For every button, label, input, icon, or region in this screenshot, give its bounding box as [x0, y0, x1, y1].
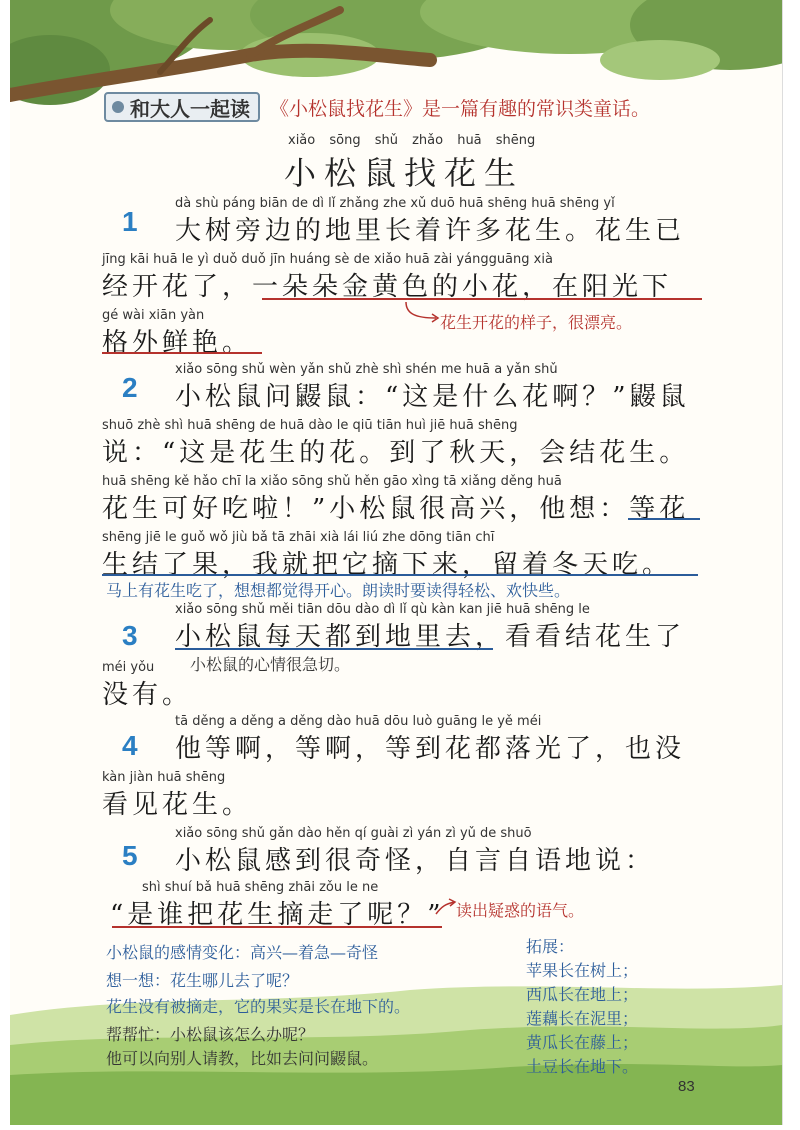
- extension-item: 黄瓜长在藤上；: [526, 1033, 639, 1052]
- think-question: 想一想：花生哪儿去了呢？: [106, 971, 299, 990]
- text-line: 生结了果，我就把它摘下来，留着冬天吃。: [102, 550, 673, 580]
- extension-item: 莲藕长在泥里；: [526, 1009, 639, 1028]
- pinyin-line: jīng kāi huā le yì duǒ duǒ jīn huáng sè de xiǎo huā zài yángguāng xià: [102, 252, 553, 267]
- text-line: 花生可好吃啦！”小松鼠很高兴，他想：等花: [102, 494, 690, 524]
- page-number: 83: [678, 1078, 695, 1095]
- extension-title: 拓展：: [526, 937, 575, 956]
- annotation-note: 小松鼠的心情很急切。: [190, 655, 351, 674]
- text-line: 说：“这是花生的花。到了秋天，会结花生。: [102, 438, 690, 468]
- paragraph-number: 3: [122, 620, 138, 651]
- highlight-underline: [102, 352, 262, 354]
- pinyin-line: kàn jiàn huā shēng: [102, 770, 226, 785]
- text-line: 大树旁边的地里长着许多花生。花生已: [175, 216, 686, 246]
- help-question: 帮帮忙：小松鼠该怎么办呢？: [106, 1025, 315, 1044]
- annotation-note: 读出疑惑的语气。: [456, 901, 585, 920]
- highlight-underline: [628, 518, 700, 520]
- pinyin-line: shuō zhè shì huā shēng de huā dào le qiū tiān huì jiē huā shēng: [102, 418, 518, 433]
- text-line: 格外鲜艳。: [102, 328, 253, 358]
- text-line: “是谁把花生摘走了呢？”: [110, 900, 445, 930]
- text-line: 经开花了，一朵朵金黄色的小花，在阳光下: [102, 272, 673, 302]
- banner-label: 和大人一起读: [130, 96, 250, 121]
- pinyin-line: xiǎo sōng shǔ wèn yǎn shǔ zhè shì shén me huā a yǎn shǔ: [175, 362, 558, 377]
- paragraph-number: 5: [122, 840, 138, 871]
- text-line: 他等啊，等啊，等到花都落光了，也没: [175, 734, 686, 764]
- pinyin-line: huā shēng kě hǎo chī la xiǎo sōng shǔ hěn gāo xìng tā xiǎng děng huā: [102, 474, 562, 489]
- paragraph-number: 2: [122, 372, 138, 403]
- help-answer: 他可以向别人请教，比如去问问鼹鼠。: [106, 1049, 379, 1068]
- highlight-underline: [102, 574, 698, 576]
- highlight-underline: [175, 648, 493, 650]
- textbook-page: [10, 0, 783, 1125]
- annotation-note: 花生开花的样子，很漂亮。: [440, 313, 633, 332]
- think-answer: 花生没有被摘走，它的果实是长在地下的。: [106, 997, 411, 1016]
- text-line: 小松鼠问鼹鼠：“这是什么花啊？”鼹鼠: [175, 382, 690, 412]
- page-title: 小松鼠找花生: [284, 154, 525, 192]
- paragraph-number: 4: [122, 730, 138, 761]
- extension-item: 苹果长在树上；: [526, 961, 639, 980]
- text-line: 小松鼠感到很奇怪，自言自语地说：: [175, 846, 656, 876]
- banner-note: 《小松鼠找花生》是一篇有趣的常识类童话。: [270, 97, 651, 120]
- pinyin-line: gé wài xiān yàn: [102, 308, 205, 323]
- title-pinyin: xiǎo sōng shǔ zhǎo huā shēng: [288, 133, 536, 148]
- highlight-underline: [112, 926, 442, 928]
- paragraph-number: 1: [122, 206, 138, 237]
- pinyin-line: tā děng a děng a děng dào huā dōu luò guāng le yě méi: [175, 714, 542, 729]
- text-line: 没有。: [102, 680, 193, 710]
- text-line: 小松鼠每天都到地里去，看看结花生了: [175, 622, 686, 652]
- highlight-underline: [262, 298, 702, 300]
- pinyin-line: xiǎo sōng shǔ měi tiān dōu dào dì lǐ qù kàn kan jiē huā shēng le: [175, 602, 590, 617]
- pinyin-line: shì shuí bǎ huā shēng zhāi zǒu le ne: [142, 880, 379, 895]
- emotion-change-note: 小松鼠的感情变化：高兴—着急—奇怪: [106, 943, 379, 962]
- arrow-icon: [434, 896, 458, 918]
- extension-item: 西瓜长在地上；: [526, 985, 639, 1004]
- text-line: 看见花生。: [102, 790, 253, 820]
- pinyin-line: méi yǒu: [102, 660, 155, 675]
- pinyin-line: shēng jiē le guǒ wǒ jiù bǎ tā zhāi xià lái liú zhe dōng tiān chī: [102, 530, 495, 545]
- annotation-note: 马上有花生吃了，想想都觉得开心。朗读时要读得轻松、欢快些。: [106, 581, 571, 600]
- pinyin-line: dà shù páng biān de dì lǐ zhǎng zhe xǔ duō huā shēng huā shēng yǐ: [175, 196, 615, 211]
- bullet-icon: [112, 101, 124, 113]
- extension-item: 土豆长在地下。: [526, 1057, 639, 1076]
- pinyin-line: xiǎo sōng shǔ gǎn dào hěn qí guài zì yán zì yǔ de shuō: [175, 826, 532, 841]
- read-with-adults-banner: [104, 92, 650, 122]
- arrow-icon: [402, 300, 442, 324]
- banner-label-box: [104, 92, 260, 122]
